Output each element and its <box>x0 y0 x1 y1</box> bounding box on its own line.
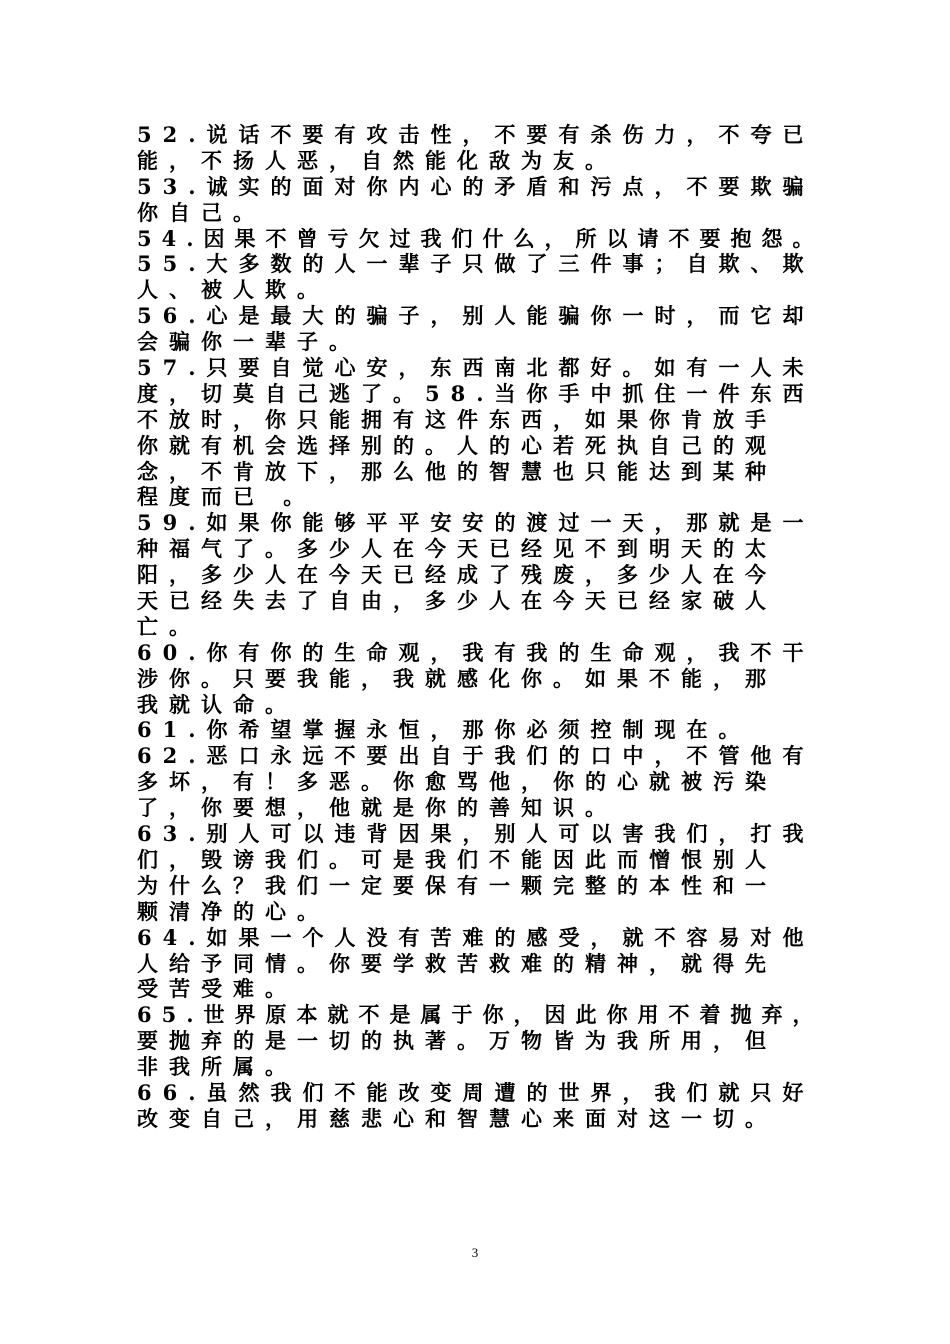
text-line: 了，你要想，他就是你的善知识。 <box>137 795 617 821</box>
text-line: 66.虽然我们不能改变周遭的世界，我们就只好 <box>137 1079 815 1105</box>
text-line: 你就有机会选择别的。人的心若死执自己的观 <box>137 432 777 458</box>
body-text <box>137 122 827 1132</box>
text-line: 人、被人欺。 <box>137 277 329 303</box>
text-line: 55.大多数的人一辈子只做了三件事；自欺、欺 <box>137 251 815 277</box>
text-line: 60.你有你的生命观，我有我的生命观，我不干 <box>137 639 815 665</box>
text-line: 非我所属。 <box>137 1054 297 1080</box>
text-line: 天已经失去了自由，多少人在今天已经家破人 <box>137 588 777 614</box>
text-line: 受苦受难。 <box>137 976 297 1002</box>
text-line: 59.如果你能够平平安安的渡过一天，那就是一 <box>137 510 815 536</box>
text-line: 度，切莫自己逃了。58.当你手中抓住一件东西 <box>137 380 815 406</box>
text-line: 要抛弃的是一切的执著。万物皆为我所用，但 <box>137 1028 777 1054</box>
text-line: 亡。 <box>137 613 201 639</box>
text-line: 阳，多少人在今天已经成了残废，多少人在今 <box>137 562 777 588</box>
text-line: 53.诚实的面对你内心的矛盾和污点，不要欺骗 <box>137 173 815 199</box>
text-line: 改变自己，用慈悲心和智慧心来面对这一切。 <box>137 1105 777 1131</box>
text-line: 我就认命。 <box>137 691 297 717</box>
page-number: 3 <box>471 1245 479 1260</box>
text-line: 64.如果一个人没有苦难的感受，就不容易对他 <box>137 924 815 950</box>
text-line: 会骗你一辈子。 <box>137 329 361 355</box>
text-line: 不放时，你只能拥有这件东西，如果你肯放手 <box>137 406 777 432</box>
text-line: 你自己。 <box>137 199 265 225</box>
text-line: 65.世界原本就不是属于你，因此你用不着抛弃， <box>137 1002 824 1028</box>
text-line: 63.别人可以违背因果，别人可以害我们，打我 <box>137 821 815 847</box>
text-line: 56.心是最大的骗子，别人能骗你一时，而它却 <box>137 303 815 329</box>
text-line: 能，不扬人恶，自然能化敌为友。 <box>137 147 617 173</box>
text-line: 为什么？我们一定要保有一颗完整的本性和一 <box>137 872 777 898</box>
text-line: 多坏，有！多恶。你愈骂他，你的心就被污染 <box>137 769 777 795</box>
text-line: 颗清净的心。 <box>137 898 329 924</box>
text-line: 52.说话不要有攻击性，不要有杀伤力，不夸已 <box>137 122 815 147</box>
text-line: 人给予同情。你要学救苦救难的精神，就得先 <box>137 950 777 976</box>
text-line: 种福气了。多少人在今天已经见不到明天的太 <box>137 536 777 562</box>
text-line: 念，不肯放下，那么他的智慧也只能达到某种 <box>137 458 777 484</box>
text-line: 程度而已 。 <box>137 484 316 510</box>
text-line: 们，毁谤我们。可是我们不能因此而憎恨别人 <box>137 846 777 872</box>
text-line: 涉你。只要我能，我就感化你。如果不能，那 <box>137 665 777 691</box>
text-line: 54.因果不曾亏欠过我们什么，所以请不要抱怨。 <box>137 225 824 251</box>
text-line: 61.你希望掌握永恒，那你必须控制现在。 <box>137 717 751 743</box>
text-line: 62.恶口永远不要出自于我们的口中，不管他有 <box>137 743 815 769</box>
text-line: 57.只要自觉心安，东西南北都好。如有一人未 <box>137 355 815 381</box>
